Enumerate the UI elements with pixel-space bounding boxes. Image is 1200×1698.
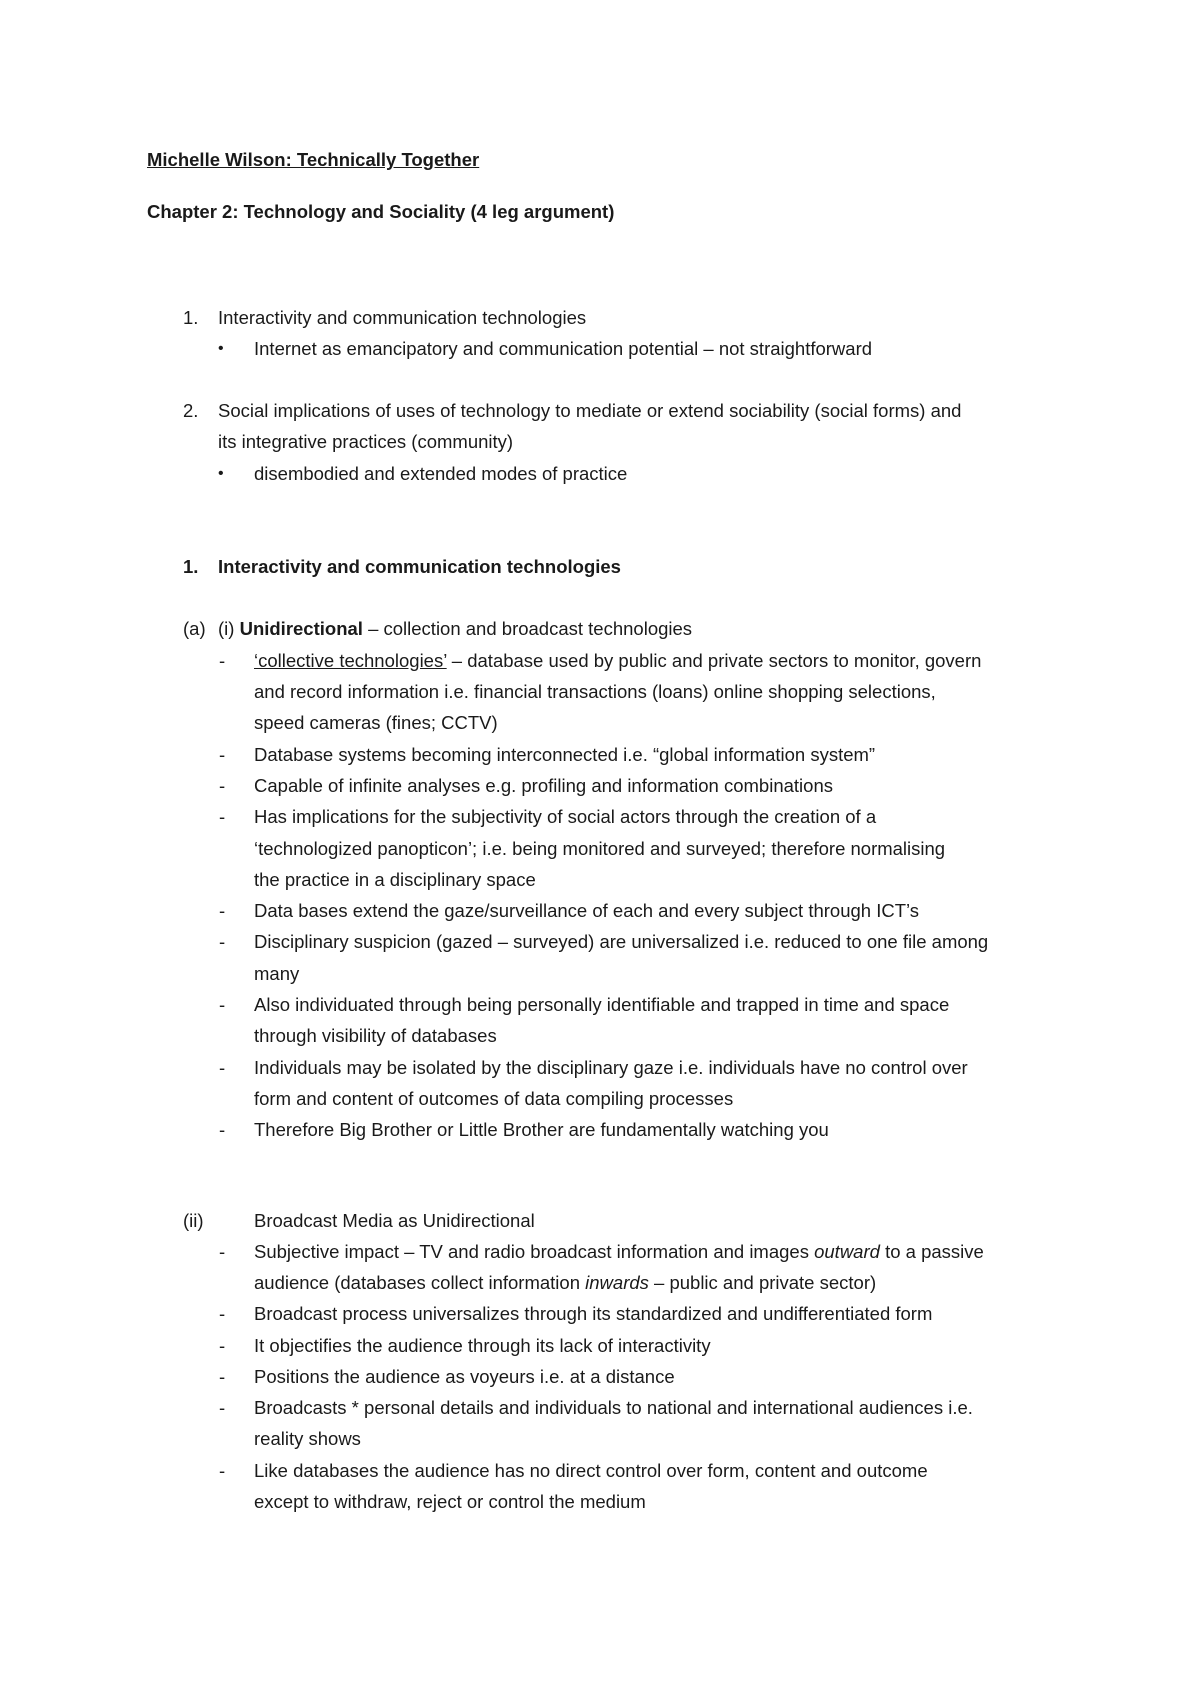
chapter-heading: Chapter 2: Technology and Sociality (4 leg argument) [147, 201, 615, 222]
dash-marker: - [219, 775, 226, 796]
part-a-point-4-line-3: the practice in a disciplinary space [254, 869, 536, 890]
part-a-point-6-line-1: Disciplinary suspicion (gazed – surveyed) are universalized i.e. reduced to one file among [254, 931, 989, 952]
part-a-point-7-line-1: Also individuated through being personally identifiable and trapped in time and space [254, 994, 950, 1015]
dash-marker: - [219, 1460, 226, 1481]
part-ii-point-2: Broadcast process universalizes through its standardized and undifferentiated form [254, 1303, 933, 1324]
part-a-point-8-line-1: Individuals may be isolated by the disciplinary gaze i.e. individuals have no control over [254, 1057, 968, 1078]
part-a-heading: (i) Unidirectional – collection and broadcast technologies [218, 618, 693, 639]
dash-marker: - [219, 1366, 226, 1387]
section-1-number: 1. [183, 556, 199, 577]
part-a-point-1-line-1: ‘collective technologies’ – database used by public and private sectors to monitor, govern [254, 650, 982, 671]
dash-marker: - [219, 1335, 226, 1356]
part-ii-point-4: Positions the audience as voyeurs i.e. at a distance [254, 1366, 675, 1387]
part-a-point-1-line-3: speed cameras (fines; CCTV) [254, 712, 498, 733]
overview-item-1-number: 1. [183, 307, 199, 328]
bullet-marker: • [218, 340, 224, 357]
part-ii-point-3: It objectifies the audience through its lack of interactivity [254, 1335, 711, 1356]
part-ii-label: (ii) [183, 1210, 204, 1231]
dash-marker: - [219, 806, 226, 827]
part-a-point-8-line-2: form and content of outcomes of data compiling processes [254, 1088, 734, 1109]
bullet-marker: • [218, 465, 224, 482]
part-a-point-1-line-2: and record information i.e. financial transactions (loans) online shopping selections, [254, 681, 936, 702]
part-a-point-4-line-2: ‘technologized panopticon’; i.e. being monitored and surveyed; therefore normalising [254, 838, 946, 859]
dash-marker: - [219, 931, 226, 952]
part-a-point-9: Therefore Big Brother or Little Brother are fundamentally watching you [254, 1119, 829, 1140]
dash-marker: - [219, 900, 226, 921]
part-ii-point-5-line-1: Broadcasts * personal details and individuals to national and international audiences i.e. [254, 1397, 973, 1418]
dash-marker: - [219, 1397, 226, 1418]
dash-marker: - [219, 1057, 226, 1078]
dash-marker: - [219, 994, 226, 1015]
dash-marker: - [219, 1303, 226, 1324]
part-a-label: (a) [183, 618, 206, 639]
part-ii-point-1-line-2: audience (databases collect information inwards – public and private sector) [254, 1272, 877, 1293]
part-a-point-4-line-1: Has implications for the subjectivity of social actors through the creation of a [254, 806, 877, 827]
overview-item-1-bullet-text: Internet as emancipatory and communication potential – not straightforward [254, 338, 873, 359]
dash-marker: - [219, 1119, 226, 1140]
part-a-point-5: Data bases extend the gaze/surveillance of each and every subject through ICT’s [254, 900, 920, 921]
part-ii-point-6-line-2: except to withdraw, reject or control the medium [254, 1491, 646, 1512]
part-ii-point-1-line-1: Subjective impact – TV and radio broadcast information and images outward to a passive [254, 1241, 984, 1262]
part-a-point-2: Database systems becoming interconnected i.e. “global information system” [254, 744, 876, 765]
overview-item-1-text: Interactivity and communication technologies [218, 307, 587, 328]
overview-item-2-line-2: its integrative practices (community) [218, 431, 514, 452]
part-ii-point-5-line-2: reality shows [254, 1428, 361, 1449]
overview-item-2-bullet-text: disembodied and extended modes of practice [254, 463, 628, 484]
dash-marker: - [219, 1241, 226, 1262]
part-a-point-7-line-2: through visibility of databases [254, 1025, 497, 1046]
part-a-point-3: Capable of infinite analyses e.g. profiling and information combinations [254, 775, 833, 796]
section-1-heading: Interactivity and communication technologies [218, 556, 621, 577]
dash-marker: - [219, 744, 226, 765]
part-a-point-6-line-2: many [254, 963, 300, 984]
document-title: Michelle Wilson: Technically Together [147, 149, 480, 170]
part-ii-point-6-line-1: Like databases the audience has no direct control over form, content and outcome [254, 1460, 928, 1481]
dash-marker: - [219, 650, 226, 671]
overview-item-2-number: 2. [183, 400, 199, 421]
overview-item-2-line-1: Social implications of uses of technology to mediate or extend sociability (social forms) and [218, 400, 962, 421]
part-ii-heading: Broadcast Media as Unidirectional [254, 1210, 535, 1231]
